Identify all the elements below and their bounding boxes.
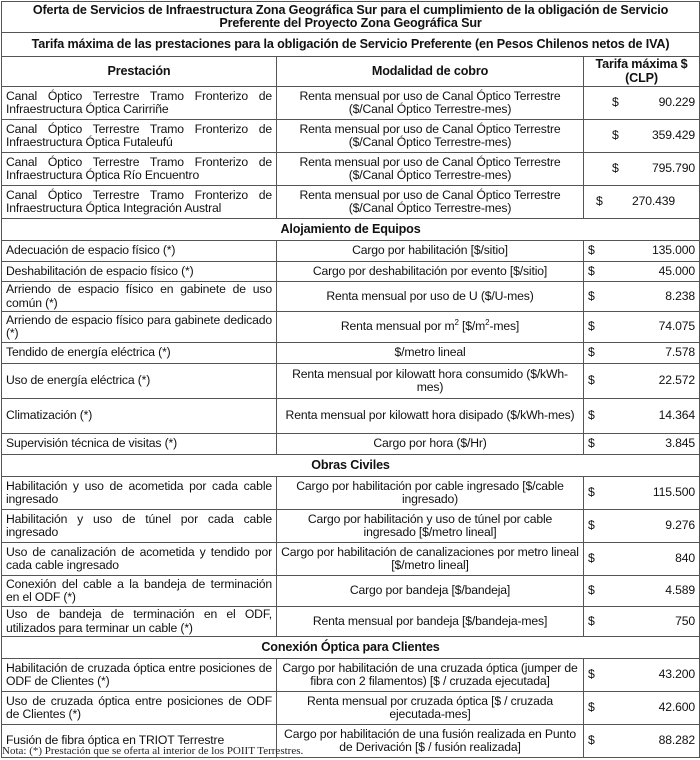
modalidad-cell: Cargo por habilitación de una cruzada óptica (jumper de fibra con 2 filamentos) [$ / cruzada ejecutada] bbox=[277, 659, 584, 692]
currency-symbol: $ bbox=[588, 408, 595, 423]
currency-symbol: $ bbox=[612, 95, 619, 110]
modalidad-text-b: [$/m bbox=[458, 319, 486, 334]
tarifa-cell bbox=[584, 241, 700, 262]
tarifa-cell bbox=[584, 659, 700, 692]
column-header-prestacion: Prestación bbox=[2, 57, 277, 87]
tarifa-cell bbox=[584, 120, 700, 153]
prestacion-cell: Uso de canalización de acometida y tendido por cada cable ingresado bbox=[2, 543, 277, 576]
tarifa-cell bbox=[584, 282, 700, 312]
tarifa-value: 7.578 bbox=[665, 345, 696, 360]
prestacion-cell: Arriendo de espacio físico para gabinete dedicado (*) bbox=[2, 312, 277, 343]
currency-symbol: $ bbox=[588, 700, 595, 715]
prestacion-cell: Adecuación de espacio físico (*) bbox=[2, 241, 277, 262]
modalidad-cell: Renta mensual por cruzada óptica [$ / cruzada ejecutada-mes] bbox=[277, 692, 584, 725]
currency-symbol: $ bbox=[588, 485, 595, 500]
section-header-alojamiento: Alojamiento de Equipos bbox=[2, 219, 700, 241]
section-header-obras-civiles: Obras Civiles bbox=[2, 455, 700, 477]
tarifa-cell bbox=[584, 607, 700, 637]
currency-symbol: $ bbox=[588, 243, 595, 258]
modalidad-cell bbox=[277, 312, 584, 343]
modalidad-cell: Renta mensual por uso de Canal Óptico Terrestre ($/Canal Óptico Terrestre-mes) bbox=[277, 120, 584, 153]
table-row bbox=[2, 120, 700, 153]
tarifa-value: 88.282 bbox=[658, 733, 696, 748]
table-row bbox=[2, 477, 700, 510]
table-row bbox=[2, 364, 700, 399]
currency-symbol: $ bbox=[596, 194, 603, 209]
tarifa-value: 14.364 bbox=[658, 408, 696, 423]
table-row bbox=[2, 312, 700, 343]
modalidad-text-a: Renta mensual por m bbox=[340, 319, 455, 334]
currency-symbol: $ bbox=[588, 436, 595, 451]
modalidad-cell: Cargo por habilitación de canalizaciones por metro lineal [$/metro lineal] bbox=[277, 543, 584, 576]
currency-symbol: $ bbox=[588, 345, 595, 360]
prestacion-cell: Canal Óptico Terrestre Tramo Fronterizo de Infraestructura Óptica Río Encuentro bbox=[2, 153, 277, 186]
prestacion-cell: Habilitación y uso de túnel por cada cable ingresado bbox=[2, 510, 277, 543]
currency-symbol: $ bbox=[588, 613, 595, 628]
table-row bbox=[2, 343, 700, 364]
tarifa-value: 840 bbox=[675, 551, 696, 566]
tarifa-value: 270.439 bbox=[632, 194, 676, 209]
prestacion-cell: Uso de energía eléctrica (*) bbox=[2, 364, 277, 399]
modalidad-cell: Renta mensual por kilowatt hora disipado ($/kWh-mes) bbox=[277, 399, 584, 434]
modalidad-cell: Cargo por deshabilitación por evento [$/sitio] bbox=[277, 262, 584, 282]
prestacion-cell: Deshabilitación de espacio físico (*) bbox=[2, 262, 277, 282]
modalidad-cell: Cargo por hora ($/Hr) bbox=[277, 434, 584, 455]
tarifa-cell bbox=[584, 692, 700, 725]
currency-symbol: $ bbox=[588, 551, 595, 566]
modalidad-cell: Renta mensual por kilowatt hora consumido ($/kWh-mes) bbox=[277, 364, 584, 399]
modalidad-cell: Renta mensual por bandeja [$/bandeja-mes] bbox=[277, 607, 584, 637]
table-row bbox=[2, 241, 700, 262]
tariff-table bbox=[1, 1, 700, 758]
tarifa-cell bbox=[584, 186, 700, 219]
table-row bbox=[2, 692, 700, 725]
table-row bbox=[2, 510, 700, 543]
currency-symbol: $ bbox=[588, 733, 595, 748]
table-row bbox=[2, 543, 700, 576]
superscript-2: 2 bbox=[485, 318, 490, 328]
tarifa-cell bbox=[584, 543, 700, 576]
currency-symbol: $ bbox=[612, 128, 619, 143]
modalidad-cell: Renta mensual por uso de U ($/U-mes) bbox=[277, 282, 584, 312]
tarifa-value: 8.238 bbox=[665, 288, 696, 303]
tarifa-value: 45.000 bbox=[658, 263, 696, 278]
tarifa-cell bbox=[584, 477, 700, 510]
tarifa-cell bbox=[584, 343, 700, 364]
tarifa-cell bbox=[584, 434, 700, 455]
tarifa-value: 359.429 bbox=[652, 128, 696, 143]
table-row bbox=[2, 262, 700, 282]
table-row bbox=[2, 576, 700, 607]
table-row bbox=[2, 399, 700, 434]
tarifa-value: 90.229 bbox=[658, 95, 696, 110]
tarifa-value: 3.845 bbox=[665, 436, 696, 451]
prestacion-cell: Uso de bandeja de terminación en el ODF, utilizados para terminar un cable (*) bbox=[2, 607, 277, 637]
column-header-modalidad: Modalidad de cobro bbox=[277, 57, 584, 87]
tarifa-value: 9.276 bbox=[665, 518, 696, 533]
column-header-tarifa: Tarifa máxima $ (CLP) bbox=[584, 57, 700, 87]
modalidad-cell: Cargo por habilitación y uso de túnel por cable ingresado [$/metro lineal] bbox=[277, 510, 584, 543]
currency-symbol: $ bbox=[588, 373, 595, 388]
modalidad-cell: Renta mensual por uso de Canal Óptico Terrestre ($/Canal Óptico Terrestre-mes) bbox=[277, 186, 584, 219]
tarifa-cell bbox=[584, 312, 700, 343]
table-row bbox=[2, 87, 700, 120]
tarifa-value: 42.600 bbox=[658, 700, 696, 715]
currency-symbol: $ bbox=[588, 583, 595, 598]
prestacion-cell: Conexión del cable a la bandeja de terminación en el ODF (*) bbox=[2, 576, 277, 607]
prestacion-cell: Tendido de energía eléctrica (*) bbox=[2, 343, 277, 364]
tarifa-value: 115.500 bbox=[652, 485, 696, 500]
tarifa-value: 795.790 bbox=[652, 161, 696, 176]
tarifa-value: 135.000 bbox=[652, 243, 696, 258]
modalidad-cell: Renta mensual por uso de Canal Óptico Terrestre ($/Canal Óptico Terrestre-mes) bbox=[277, 87, 584, 120]
tarifa-value: 750 bbox=[675, 613, 696, 628]
currency-symbol: $ bbox=[588, 319, 595, 334]
tarifa-cell bbox=[584, 87, 700, 120]
prestacion-cell: Habilitación de cruzada óptica entre posiciones de ODF de Clientes (*) bbox=[2, 659, 277, 692]
prestacion-cell: Supervisión técnica de visitas (*) bbox=[2, 434, 277, 455]
tarifa-cell bbox=[584, 364, 700, 399]
modalidad-cell: Renta mensual por uso de Canal Óptico Terrestre ($/Canal Óptico Terrestre-mes) bbox=[277, 153, 584, 186]
prestacion-cell: Habilitación y uso de acometida por cada cable ingresado bbox=[2, 477, 277, 510]
prestacion-cell: Uso de cruzada óptica entre posiciones de ODF de Clientes (*) bbox=[2, 692, 277, 725]
table-row bbox=[2, 434, 700, 455]
tarifa-cell bbox=[584, 153, 700, 186]
currency-symbol: $ bbox=[588, 667, 595, 682]
section-header-conexion-optica: Conexión Óptica para Clientes bbox=[2, 637, 700, 659]
tarifa-cell bbox=[584, 262, 700, 282]
superscript-2: 2 bbox=[454, 318, 459, 328]
table-row bbox=[2, 659, 700, 692]
prestacion-cell: Climatización (*) bbox=[2, 399, 277, 434]
table-row bbox=[2, 186, 700, 219]
modalidad-cell: Cargo por habilitación de una fusión realizada en Punto de Derivación [$ / fusión realizada] bbox=[277, 725, 584, 758]
prestacion-cell: Arriendo de espacio físico en gabinete de uso común (*) bbox=[2, 282, 277, 312]
modalidad-cell: Cargo por habilitación por cable ingresado [$/cable ingresado) bbox=[277, 477, 584, 510]
tarifa-cell bbox=[584, 510, 700, 543]
prestacion-cell: Fusión de fibra óptica en TRIOT Terrestre bbox=[2, 725, 277, 758]
prestacion-cell: Canal Óptico Terrestre Tramo Fronterizo de Infraestructura Óptica Integración Austral bbox=[2, 186, 277, 219]
table-title: Oferta de Servicios de Infraestructura Zona Geográfica Sur para el cumplimiento de la obligación de Servicio Preferente del Proyecto Zona Geográfica Sur bbox=[2, 2, 700, 33]
prestacion-cell: Canal Óptico Terrestre Tramo Fronterizo de Infraestructura Óptica Carirriñe bbox=[2, 87, 277, 120]
tarifa-value: 74.075 bbox=[658, 319, 696, 334]
table-row bbox=[2, 153, 700, 186]
footnote: Nota: (*) Prestación que se oferta al interior de los POIIT Terrestres. bbox=[2, 745, 304, 757]
table-row bbox=[2, 607, 700, 637]
currency-symbol: $ bbox=[588, 518, 595, 533]
table-row bbox=[2, 282, 700, 312]
modalidad-cell: Cargo por bandeja [$/bandeja] bbox=[277, 576, 584, 607]
tarifa-cell bbox=[584, 576, 700, 607]
tarifa-value: 22.572 bbox=[658, 373, 696, 388]
tarifa-value: 43.200 bbox=[658, 667, 696, 682]
prestacion-cell: Canal Óptico Terrestre Tramo Fronterizo de Infraestructura Óptica Futaleufú bbox=[2, 120, 277, 153]
tarifa-value: 4.589 bbox=[665, 583, 696, 598]
currency-symbol: $ bbox=[588, 288, 595, 303]
tarifa-cell bbox=[584, 725, 700, 758]
currency-symbol: $ bbox=[588, 263, 595, 278]
modalidad-cell: $/metro lineal bbox=[277, 343, 584, 364]
modalidad-text-c: -mes] bbox=[489, 319, 520, 334]
currency-symbol: $ bbox=[612, 161, 619, 176]
table-subtitle: Tarifa máxima de las prestaciones para la obligación de Servicio Preferente (en Pesos Chilenos netos de IVA) bbox=[2, 33, 700, 57]
tarifa-cell bbox=[584, 399, 700, 434]
modalidad-cell: Cargo por habilitación [$/sitio] bbox=[277, 241, 584, 262]
